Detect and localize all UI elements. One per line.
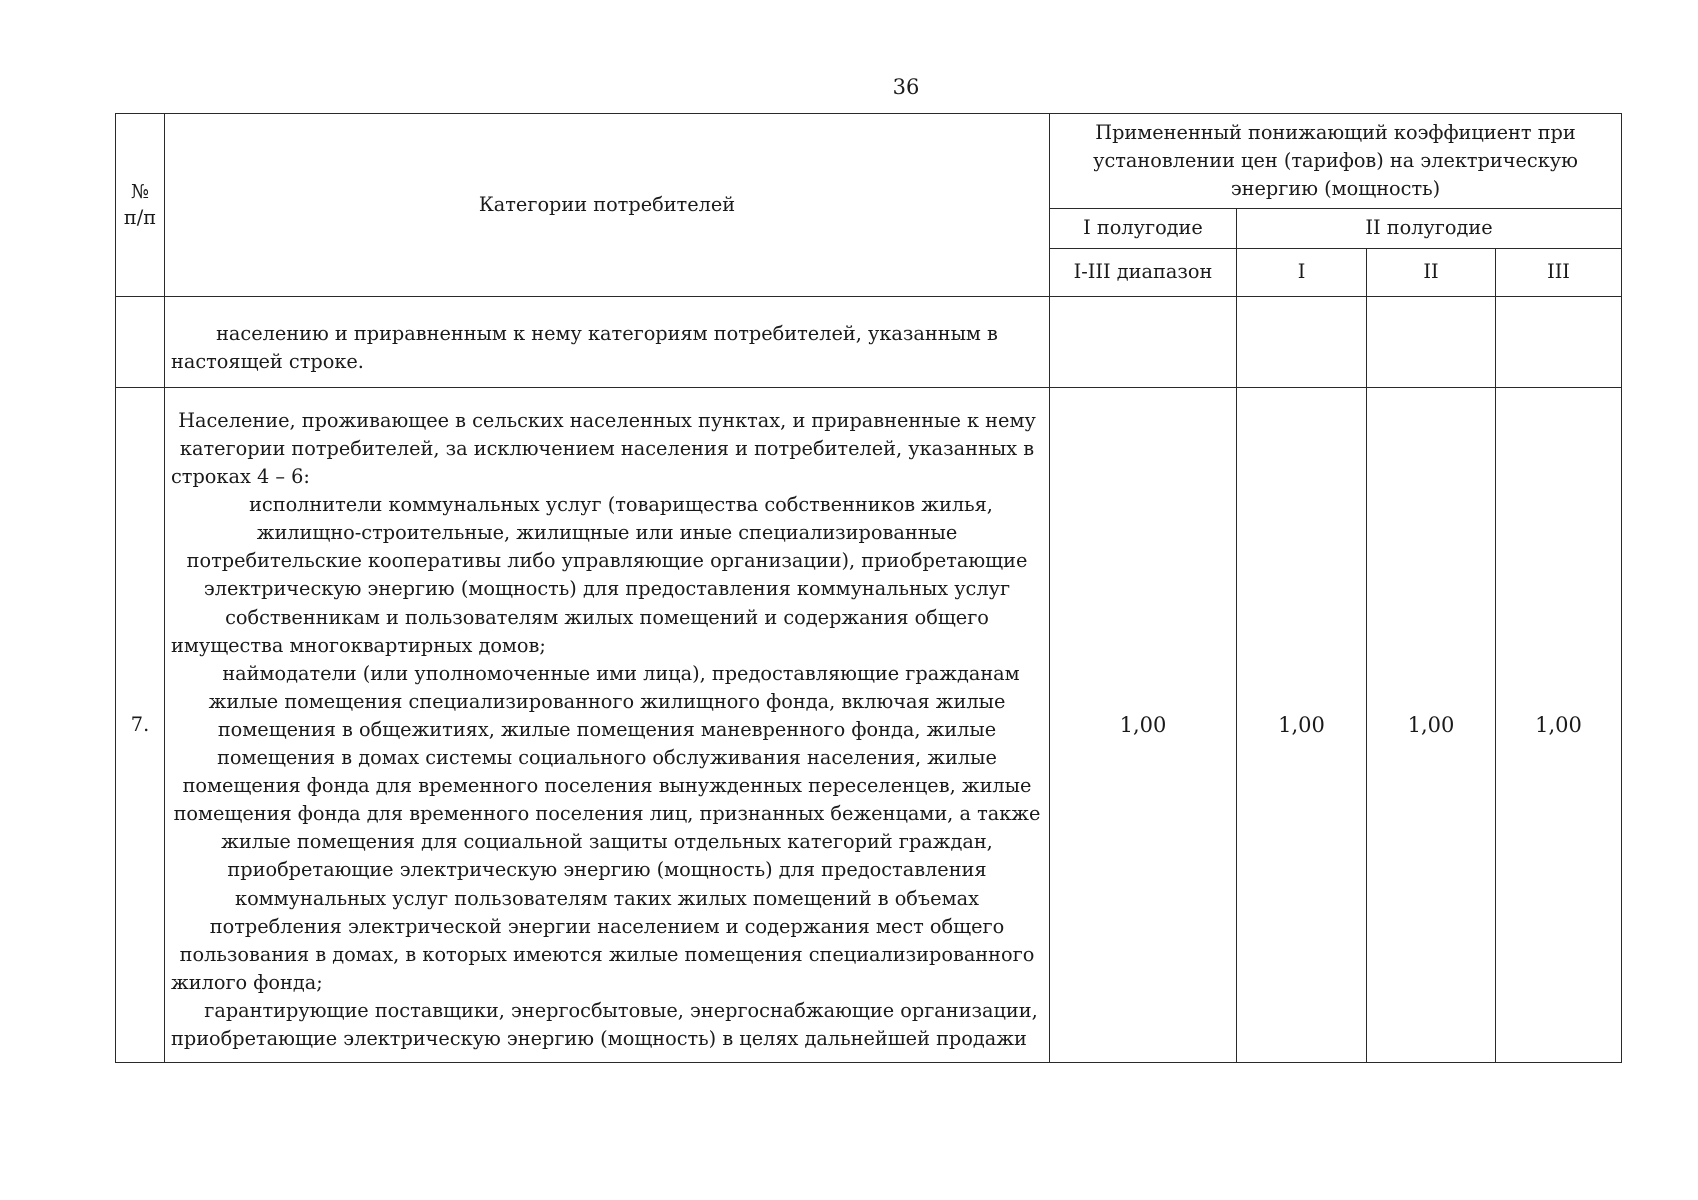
header-number-abbrev: п/п — [123, 206, 157, 229]
row-category-text — [165, 388, 1050, 1063]
table-row — [116, 388, 1622, 1063]
header-half-1: I полугодие — [1050, 209, 1237, 249]
category-paragraph: гарантирующие поставщики, энергосбытовые, энергоснабжающие организации, приобретающие электрическую энергию (мощность) в целях дальнейшей продажи — [171, 998, 1038, 1050]
header-row-number — [116, 114, 165, 297]
category-paragraph: наймодатели (или уполномоченные ими лица), предоставляющие гражданам жилые помещения специализированного жилищного фонда, включая жилые помещения в общежитиях, жилые помещения маневренного фонда, жилые помещения в домах системы социального обслуживания населения, жилые помещения фонда для временного поселения вынужденных переселенцев, жилые помещения фонда для временного поселения лиц, признанных беженцами, а также жилые помещения для социальной защиты отдельных категорий граждан, приобретающие электрическую энергию (мощность) для предоставления коммунальных услуг пользователям таких жилых помещений в объемах потребления электрической энергии населением и содержания мест общего пользования в домах, в которых имеются жилые помещения специализированного жилого фонда; — [171, 661, 1041, 994]
header-category: Категории потребителей — [165, 114, 1050, 297]
header-number-sign: № — [130, 180, 150, 203]
header-range-ii: II — [1367, 249, 1496, 297]
header-range-iii: III — [1496, 249, 1622, 297]
header-row-coefficient — [116, 114, 1622, 209]
value-half2-range-ii — [1367, 297, 1496, 388]
row-category-text — [165, 297, 1050, 388]
value-half1-range: 1,00 — [1050, 388, 1237, 1063]
category-paragraph: населению и приравненным к нему категориям потребителей, указанным в настоящей строке. — [171, 321, 998, 373]
row-number — [116, 297, 165, 388]
header-half-1-range: I-III диапазон — [1050, 249, 1237, 297]
value-half2-range-i: 1,00 — [1237, 388, 1367, 1063]
value-half2-range-iii — [1496, 297, 1622, 388]
page-number: 36 — [892, 75, 920, 99]
value-half2-range-ii: 1,00 — [1367, 388, 1496, 1063]
category-paragraph: исполнители коммунальных услуг (товарищества собственников жилья, жилищно-строительные, жилищные или иные специализированные потребительские кооперативы либо управляющие организации), приобретающие электрическую энергию (мощность) для предоставления коммунальных услуг собственникам и пользователям жилых помещений и содержания общего имущества многоквартирных домов; — [171, 493, 1028, 657]
header-range-i: I — [1237, 249, 1367, 297]
table-row — [116, 297, 1622, 388]
header-half-2: II полугодие — [1237, 209, 1622, 249]
value-half2-range-iii: 1,00 — [1496, 388, 1622, 1063]
category-paragraph: Население, проживающее в сельских населенных пунктах, и приравненные к нему категории потребителей, за исключением населения и потребителей, указанных в строках 4 – 6: — [171, 408, 1036, 489]
header-coefficient: Примененный понижающий коэффициент при установлении цен (тарифов) на электрическую энергию (мощность) — [1050, 114, 1622, 209]
row-number: 7. — [116, 388, 165, 1063]
value-half1-range — [1050, 297, 1237, 388]
tariff-coefficient-table — [115, 113, 1622, 1063]
value-half2-range-i — [1237, 297, 1367, 388]
